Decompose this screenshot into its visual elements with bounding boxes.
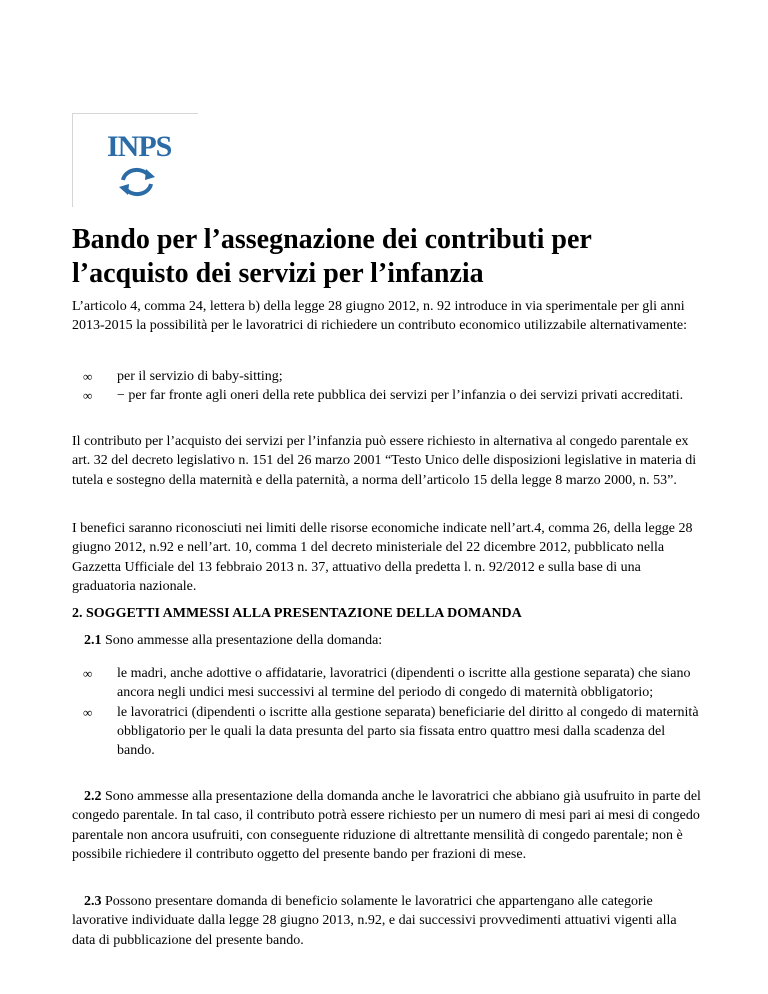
list-item: ∞ − per far fronte agli oneri della rete pubblica dei servizi per l’infanzia o dei servizi privati accreditati. <box>72 386 702 405</box>
bullet-icon: ∞ <box>83 369 93 384</box>
service-list <box>72 367 702 406</box>
paragraph-benefici: I benefici saranno riconosciuti nei limiti delle risorse economiche indicate nell’art.4, comma 26, della legge 28 giugno 2012, n.92 e nell’art. 10, comma 1 del decreto ministeriale del 22 dicembre 2012, pubblicato nella Gazzetta Ufficiale del 13 febbraio 2013 n. 37, attuativo della predetta l. n. 92/2012 e sulla base di una graduatoria nazionale. <box>72 521 693 594</box>
eligible-list <box>72 664 702 760</box>
intro-paragraph: L’articolo 4, comma 24, lettera b) della legge 28 giugno 2012, n. 92 introduce in via sperimentale per gli anni 2013-2015 la possibilità per le lavoratrici di richiedere un contributo economico utilizzabile alternativamente: <box>72 299 688 334</box>
section-heading: 2. SOGGETTI AMMESSI ALLA PRESENTAZIONE DELLA DOMANDA <box>72 606 522 621</box>
list-item: ∞ per il servizio di baby-sitting; <box>72 367 702 386</box>
clause-2-1: 2.1 Sono ammesse alla presentazione della domanda: <box>84 633 383 648</box>
bullet-icon: ∞ <box>83 666 93 681</box>
clause-2-2: 2.2 Sono ammesse alla presentazione della domanda anche le lavoratrici che abbiano già usufruito in parte del congedo parentale. In tal caso, il contributo potrà essere richiesto per un numero di mesi pari ai mesi di congedo parentale non ancora usufruiti, con conseguente riduzione di altrettante mensilità di congedo parentale; non è possibile richiedere il contributo oggetto del presente bando per frazioni di mese. <box>72 789 701 862</box>
clause-number: 2.2 <box>84 789 102 804</box>
clause-number: 2.1 <box>84 633 102 648</box>
page-title: Bando per l’assegnazione dei contributi per l’acquisto dei servizi per l’infanzia <box>72 224 592 289</box>
bullet-icon: ∞ <box>83 388 93 404</box>
bullet-icon: ∞ <box>83 704 93 720</box>
logo-mark <box>107 128 172 208</box>
inps-logo <box>72 113 198 207</box>
clause-2-3: 2.3 Possono presentare domanda di beneficio solamente le lavoratrici che appartengano alle categorie lavorative individuate dalla legge 28 giugno 2013, n.92, e dai successivi provvedimenti attuativi vigenti alla data di pubblicazione del presente bando. <box>72 894 677 948</box>
list-item: ∞ le lavoratrici (dipendenti o iscritte alla gestione separata) beneficiarie del diritto al congedo di maternità obbligatorio per le quali la data presunta del parto sia fissata entro quattro mesi dalla scadenza del bando. <box>83 704 699 759</box>
logo-text: INPS <box>107 130 172 163</box>
clause-number: 2.3 <box>84 894 102 909</box>
list-item: ∞ le madri, anche adottive o affidatarie, lavoratrici (dipendenti o iscritte alla gestione separata) che siano ancora negli undici mesi successivi al termine del periodo di congedo di maternità obbligatorio; <box>83 666 691 701</box>
recycle-arrows-icon <box>117 166 157 198</box>
paragraph-congedo: Il contributo per l’acquisto dei servizi per l’infanzia può essere richiesto in alternativa al congedo parentale ex art. 32 del decreto legislativo n. 151 del 26 marzo 2001 “Testo Unico delle disposizioni legislative in materia di tutela e sostegno della maternità e della paternità, a norma dell’articolo 15 della legge 8 marzo 2000, n. 53”. <box>72 434 697 488</box>
